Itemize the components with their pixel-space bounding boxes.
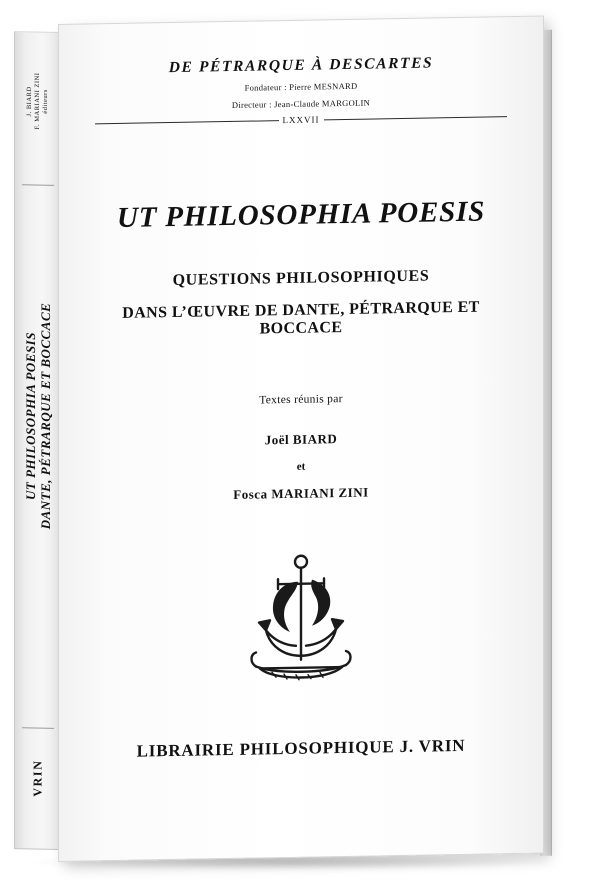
series-name: DE PÉTRARQUE À DESCARTES: [168, 54, 434, 77]
editors-intro: Textes réunis par: [259, 393, 343, 407]
series-block: [95, 53, 507, 128]
spine-editors: [26, 72, 50, 129]
book-title: UT PHILOSOPHIA POESIS: [116, 195, 486, 234]
series-director: Directeur : Jean-Claude MARGOLIN: [231, 97, 371, 110]
spine-title-sub: DANTE, PÉTRARQUE ET BOCCACE: [37, 302, 53, 530]
spine-title-main: UT PHILOSOPHIA POESIS: [22, 331, 38, 500]
spine-divider-bottom: [22, 727, 54, 729]
editors-conjunction: et: [296, 460, 306, 473]
series-rule-left: [95, 120, 279, 124]
spine-title: [23, 302, 53, 529]
spine-divider-top: [22, 184, 54, 186]
publisher-name: LIBRAIRIE PHILOSOPHIQUE J. VRIN: [136, 735, 466, 761]
subtitle-line-2: DANS L’ŒUVRE DE DANTE, PÉTRARQUE ET BOCCACE: [122, 298, 480, 338]
series-founder: Fondateur : Pierre MESNARD: [244, 80, 358, 93]
editor-name-2: Fosca MARIANI ZINI: [233, 484, 369, 502]
anchor-and-dolphin-printers-mark-icon: [95, 544, 507, 701]
spine-editors-role: éditeurs: [41, 88, 49, 114]
series-number-row: [95, 111, 507, 128]
book-subtitle: [95, 266, 507, 341]
book-spine: [14, 31, 60, 850]
subtitle-line-1: QUESTIONS PHILOSOPHIQUES: [172, 267, 430, 289]
front-cover: [58, 16, 544, 862]
series-rule-right: [324, 116, 508, 120]
spine-publisher: VRIN: [30, 759, 44, 797]
editors-block: [95, 390, 507, 505]
spine-editor-2: F. MARIANI ZINI: [33, 72, 41, 130]
editor-name-1: Joël BIARD: [264, 431, 338, 448]
spine-editor-1: J. BIARD: [25, 85, 33, 116]
series-number: LXXVII: [282, 114, 320, 126]
